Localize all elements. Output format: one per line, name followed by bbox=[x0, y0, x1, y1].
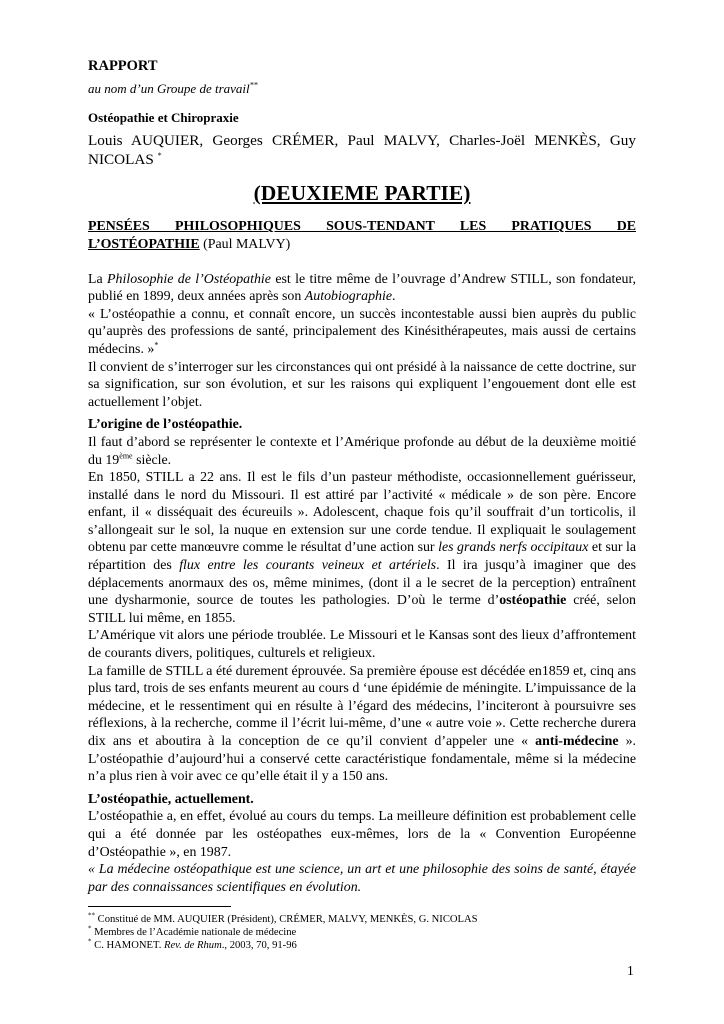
intro-paragraph-1 bbox=[88, 271, 636, 306]
text-run: est le titre même de l’ouvrage d’Andrew STILL, son fondateur, publié en 1899, deux années après son bbox=[88, 271, 636, 305]
origin-paragraph-4 bbox=[88, 663, 636, 786]
footnote-text: Membres de l’Académie nationale de médecine bbox=[91, 927, 297, 938]
section-author: (Paul MALVY) bbox=[199, 236, 291, 252]
document-title: (DEUXIEME PARTIE) bbox=[253, 180, 471, 205]
authors-text: Louis AUQUIER, Georges CRÉMER, Paul MALVY, Charles-Joël MENKÈS, Guy NICOLAS bbox=[88, 131, 636, 168]
footnote bbox=[88, 913, 636, 926]
footnote-text: ., 2003, 70, 91-96 bbox=[221, 940, 297, 951]
footnote-mark: * bbox=[88, 937, 92, 946]
emphasis: les grands nerfs occipitaux bbox=[438, 540, 589, 556]
text-run: La famille de STILL a été durement éprouvée. Sa première épouse est décédée en1859 et, cinq ans plus tard, trois de ses enfants meurent au cours d ‘une épidémie de méningite. L’impuissance de la médecine, et le ressentiment qui en résulte à l’égard des médecins, l’inciteront à poursuivre ses réflexions, à la recherche, comme il l’écrit lui-même, d’une « autre voie ». Cette recherche durera dix ans et aboutira à la conception de ce qu’il convient d’appeler une « bbox=[88, 663, 636, 749]
origin-paragraph-3: L’Amérique vit alors une période troublée. Le Missouri et le Kansas sont des lieux d’affrontement de courants divers, politiques, culturels et religieux. bbox=[88, 628, 636, 662]
term: ostéopathie bbox=[499, 593, 567, 609]
origin-paragraph-1 bbox=[88, 434, 636, 469]
group-line bbox=[88, 80, 636, 98]
text-run: . Il ira jusqu’à imaginer que des déplacements anormaux des os, même minimes, (dont il a le secret de la perception) entraînent une dysharmonie, source de toutes les pathologies. D’où le terme d’ bbox=[88, 558, 637, 609]
superscript: ème bbox=[119, 450, 133, 460]
page-number: 1 bbox=[627, 963, 634, 978]
journal-name: Rev. de Rhum bbox=[164, 940, 222, 951]
intro-paragraph-2 bbox=[88, 306, 636, 359]
subject-line: Ostéopathie et Chiropraxie bbox=[88, 110, 239, 126]
footnote-separator bbox=[88, 906, 231, 907]
emphasis: flux entre les courants veineux et artériels bbox=[179, 558, 437, 574]
origin-paragraph-2 bbox=[88, 469, 636, 627]
term: anti-médecine bbox=[535, 734, 619, 749]
text-run: En 1850, STILL a 22 ans. Il est le fils d’un pasteur méthodiste, occasionnellement guérisseur, installé dans le nord du Missouri. Il est attiré par l’activité « médicale » de son père. Encore enfant, il « disséquait des écureuils ». Adolescent, chaque fois qu’il souffrait d’un torticolis, il s’allongeait sur le sol, la nuque en extension sur une corde tendue. Il expliquait le soulagement obtenu par cette manœuvre comme le résultat d’une action sur bbox=[88, 470, 636, 556]
text-run: . bbox=[392, 289, 396, 305]
book-title: Autobiographie bbox=[304, 289, 392, 305]
report-label: RAPPORT bbox=[88, 58, 158, 74]
page-body bbox=[88, 58, 636, 896]
section-heading-text: PENSÉES PHILOSOPHIQUES SOUS-TENDANT LES PRATIQUES DE bbox=[88, 219, 636, 235]
footnotes bbox=[88, 913, 636, 952]
authors-footnote-mark[interactable]: * bbox=[157, 150, 162, 160]
text-run: et sur la répartition des bbox=[88, 540, 637, 574]
section-heading-line2 bbox=[88, 236, 636, 254]
footnote-mark: * bbox=[88, 924, 92, 933]
current-heading: L’ostéopathie, actuellement. bbox=[88, 791, 254, 807]
group-text: au nom d’un Groupe de travail bbox=[88, 80, 250, 96]
current-paragraph-1: L’ostéopathie a, en effet, évolué au cours du temps. La meilleure définition est probablement celle qui a été donnée par les ostéopathes eux-mêmes, lors de la « Convention Européenne d’Ostéopathie », en 1987. bbox=[88, 809, 636, 860]
section-heading-text-2: L’OSTÉOPATHIE bbox=[88, 236, 200, 252]
text-run: siècle. bbox=[132, 452, 172, 468]
text-run: ». L’ostéopathie d’aujourd’hui a conservé cette caractéristique fondamentale, même si la médecine n’a plus rien à voir avec ce qu’elle était il y a 150 ans. bbox=[88, 734, 636, 785]
origin-heading: L’origine de l’ostéopathie. bbox=[88, 417, 243, 433]
text-run: créé, selon STILL lui même, en 1855. bbox=[88, 593, 636, 626]
footnote-text: Constitué de MM. AUQUIER (Président), CRÉMER, MALVY, MENKÈS, G. NICOLAS bbox=[95, 914, 478, 925]
group-footnote-mark[interactable]: ** bbox=[249, 80, 258, 90]
text-run: La bbox=[88, 271, 108, 287]
quote-footnote-mark[interactable]: * bbox=[154, 340, 159, 350]
book-title: Philosophie de l’Ostéopathie bbox=[107, 271, 271, 287]
authors-line bbox=[88, 131, 636, 169]
footnote-mark: ** bbox=[88, 911, 95, 920]
text-run: Il faut d’abord se représenter le contexte et l’Amérique profonde au début de la deuxième moitié du 19 bbox=[88, 434, 636, 468]
footnote-text: C. HAMONET. bbox=[91, 940, 164, 951]
footnote bbox=[88, 926, 636, 939]
current-quote bbox=[88, 861, 636, 896]
quote-text: « La médecine ostéopathique est une science, un art et une philosophie des soins de santé, étayée par des connaissances scientifiques en évolution. bbox=[88, 862, 636, 895]
quote-text: « L’ostéopathie a connu, et connaît encore, un succès incontestable aussi bien auprès du public qu’auprès des professions de santé, principalement des Kinésithérapeutes, mais aussi de certains médecins. » bbox=[88, 306, 636, 357]
section-heading-line1 bbox=[88, 218, 636, 236]
intro-paragraph-3: Il convient de s’interroger sur les circonstances qui ont présidé à la naissance de cette doctrine, sur sa signification, sur son évolution, et sur les raisons qui expliquent l’engouement dont elle est actuellement l’objet. bbox=[88, 359, 636, 410]
footnote bbox=[88, 939, 636, 952]
